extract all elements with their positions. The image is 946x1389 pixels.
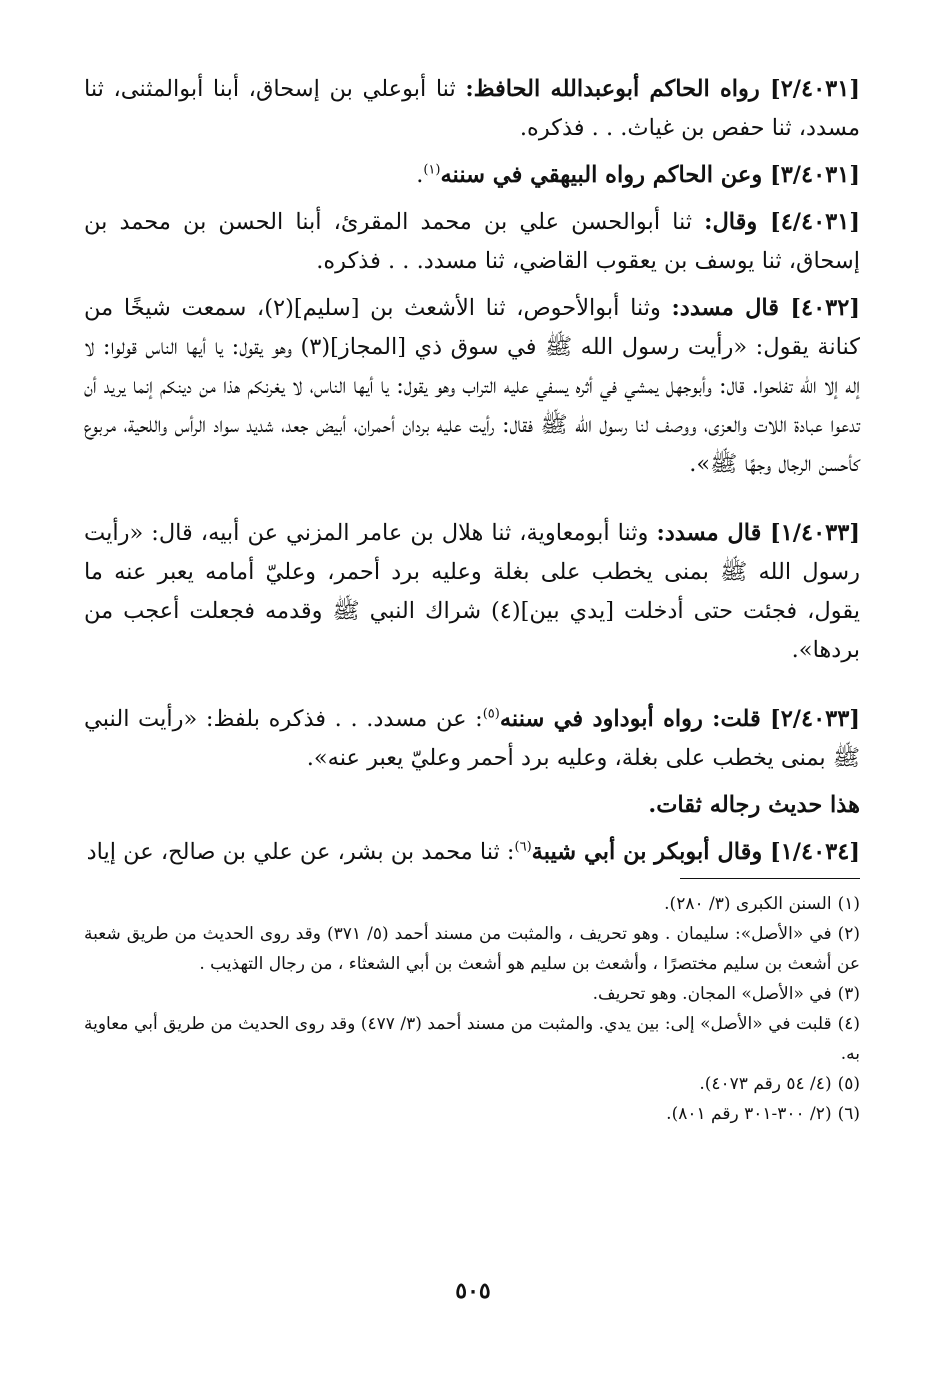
footnote-number: (٣) (837, 984, 860, 1004)
footnote (84, 979, 860, 1009)
hadith-text: : ثنا محمد بن بشر، عن علي بن صالح، عن إياد (86, 839, 515, 865)
hadith-heading: [٢/٤٠٣١] رواه الحاكم أبوعبدالله الحافظ: (465, 76, 861, 102)
hadith-text: وثنا أبوالأحوص، ثنا الأشعث بن [سليم](٢)، سمعت شيخًا من كنانة يقول: «رأيت رسول الله ﷺ في سوق ذي [المجاز](٣) وهو يقول: يا أيها الناس قولوا: لا إله إلا الله تفلحوا. قال: وأبوجهل يمشي في أثره يسفي عليه التراب وهو يقول: يا أيها الناس، لا يغرنكم هذا من دينكم إنما يريد أن تدعوا عبادة اللات والعزى، ووصف لنا رسول الله ﷺ فقال: رأيت عليه بردان أحمران، أبيض جعد، شديد سواد الرأس واللحية، مربوع كأحسن الرجال وجهًا ﷺ». (84, 295, 860, 477)
hadith-paragraph (84, 514, 860, 670)
footnote-ref[interactable]: (٥) (482, 706, 500, 722)
hadith-paragraph (84, 203, 860, 281)
hadith-paragraph (84, 700, 860, 778)
footnote (84, 1099, 860, 1129)
footnote-text: قلبت في «الأصل» إلى: بين يدي. والمثبت من مسند أحمد (٣/ ٤٧٧) وقد روى الحديث من طريق أبي معاوية به. (84, 1014, 860, 1064)
footnotes (84, 889, 860, 1129)
footnote-divider (680, 878, 860, 879)
footnote-text: (٢/ ٣٠٠-٣٠١ رقم ٨٠١). (666, 1104, 832, 1124)
footnote-text: في «الأصل» المجان. وهو تحريف. (592, 984, 832, 1004)
hadith-text: وثنا أبومعاوية، ثنا هلال بن عامر المزني عن أبيه، قال: «رأيت رسول الله ﷺ بمنى يخطب على بغلة وعليه برد أحمر، وعليّ أمامه يعبر عنه ما يقول، فجئت حتى أدخلت [يدي بين](٤) شراك النبي ﷺ وقدمه فجعلت أعجب من بردها». (84, 520, 860, 663)
footnote-ref[interactable]: (٦) (514, 839, 532, 855)
footnote (84, 1069, 860, 1099)
hadith-heading: [١/٤٠٣٣] قال مسدد: (656, 520, 860, 546)
hadith-text: ثنا أبوعلي بن إسحاق، أبنا أبوالمثنى، ثنا مسدد، ثنا حفص بن غياث. . . فذكره. (84, 76, 860, 141)
hadith-heading: [٣/٤٠٣١] وعن الحاكم رواه البيهقي في سننه (440, 162, 860, 188)
footnote-number: (٢) (837, 924, 861, 944)
page-number: ٥٠٥ (455, 1278, 491, 1304)
footnote-text: في «الأصل»: سليمان . وهو تحريف ، والمثبت من مسند أحمد (٥/ ٣٧١) وقد روى الحديث من طريق شعبة عن أشعث بن سليم مختصرًا ، وأشعث بن سليم هو أشعث بن أبي الشعثاء ، من رجال التهذيب . (84, 924, 860, 974)
hadith-text: : عن مسدد. . . فذكره بلفظ: «رأيت النبي ﷺ بمنى يخطب على بغلة، وعليه برد أحمر وعليّ يعبر عنه». (84, 706, 860, 771)
footnote (84, 1009, 860, 1069)
footnote-ref[interactable]: (١) (423, 162, 441, 178)
footnote-number: (٥) (837, 1074, 860, 1094)
hadith-heading: [٤٠٣٢] قال مسدد: (671, 295, 861, 321)
footnote-number: (١) (837, 894, 860, 914)
hadith-grading (84, 786, 860, 825)
hadith-paragraph (84, 156, 860, 195)
hadith-paragraph (84, 70, 860, 148)
hadith-heading: [٢/٤٠٣٣] قلت: رواه أبوداود في سننه (499, 706, 861, 732)
hadith-text: . (416, 162, 424, 188)
hadith-text: ثنا أبوالحسن علي بن محمد المقرئ، أبنا الحسن بن محمد بن إسحاق، ثنا يوسف بن يعقوب القاضي، ثنا مسدد. . . فذكره. (84, 209, 860, 274)
hadith-paragraph (84, 289, 860, 484)
footnote-number: (٦) (837, 1104, 860, 1124)
page-content (84, 70, 860, 1129)
grading-text: هذا حديث رجاله ثقات. (648, 792, 860, 818)
footnote (84, 919, 860, 979)
hadith-heading: [٤/٤٠٣١] وقال: (704, 209, 861, 235)
hadith-paragraph (84, 833, 860, 872)
hadith-heading: [١/٤٠٣٤] وقال أبوبكر بن أبي شيبة (531, 839, 860, 865)
footnote-text: (٤/ ٥٤ رقم ٤٠٧٣). (699, 1074, 832, 1094)
footnote-number: (٤) (837, 1014, 860, 1034)
footnote-text: السنن الكبرى (٣/ ٢٨٠). (664, 894, 832, 914)
footnote (84, 889, 860, 919)
